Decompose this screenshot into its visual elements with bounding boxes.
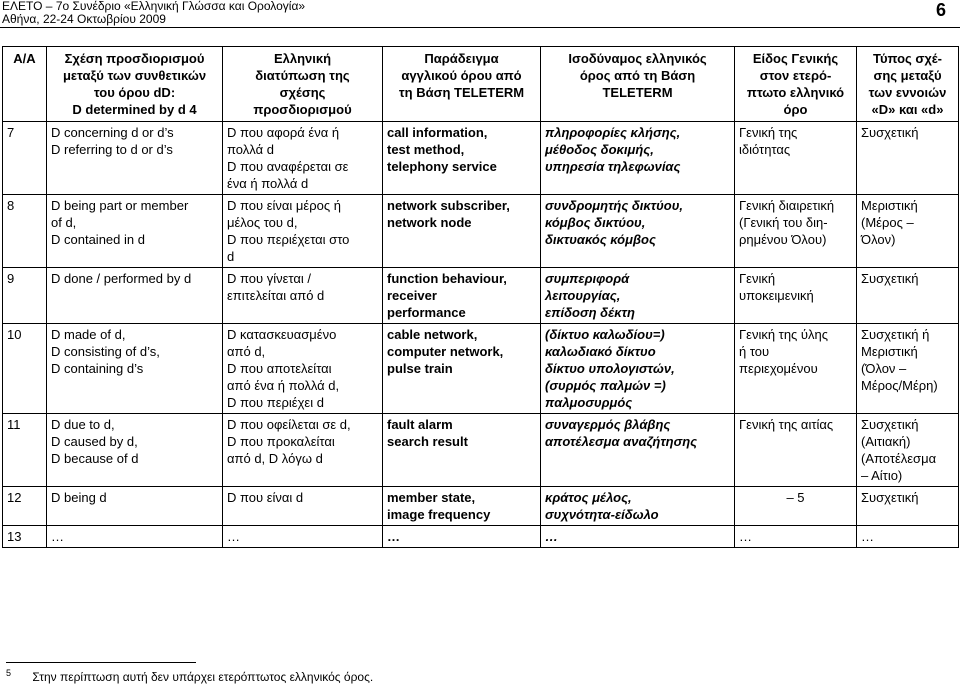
cell-line: συναγερμός βλάβης xyxy=(545,417,671,432)
cell-line: D που αποτελείται xyxy=(227,361,332,376)
cell-equivalent xyxy=(541,487,735,526)
cell-line: – Αίτιο) xyxy=(861,468,903,483)
cell-line: Μεριστική xyxy=(861,344,918,359)
header-line: τη Βάση TELETERM xyxy=(398,85,525,100)
cell-line: – 5 xyxy=(786,490,805,505)
header-line: προσδιορισμού xyxy=(253,102,352,117)
cell-type xyxy=(857,268,959,324)
cell-genitive xyxy=(735,122,857,195)
cell-line: (δίκτυο καλωδίου=) xyxy=(545,327,665,342)
cell-line: Συσχετική xyxy=(861,490,919,505)
table-row xyxy=(3,487,959,526)
cell-line: (Γενική του διη- xyxy=(739,215,828,230)
cell-equivalent xyxy=(541,195,735,268)
cell-relation xyxy=(47,526,223,548)
cell-line: (Αιτιακή) xyxy=(861,434,911,449)
conference-title: ΕΛΕΤΟ – 7ο Συνέδριο «Ελληνική Γλώσσα και Ορολογία» xyxy=(2,0,306,13)
cell-genitive xyxy=(735,526,857,548)
cell-genitive xyxy=(735,414,857,487)
cell-type xyxy=(857,414,959,487)
cell-line: d xyxy=(227,249,235,264)
cell-line: υπηρεσία τηλεφωνίας xyxy=(545,159,681,174)
cell-line: (Αποτέλεσμα xyxy=(861,451,937,466)
cell-line: λειτουργίας, xyxy=(545,288,621,303)
cell-line: Συσχετική xyxy=(861,271,919,286)
footnote-text: Στην περίπτωση αυτή δεν υπάρχει ετερόπτωτος ελληνικός όρος. xyxy=(32,670,374,684)
cell-line: D που είναι μέρος ή xyxy=(227,198,341,213)
cell-greek xyxy=(223,414,383,487)
cell-line: search result xyxy=(387,434,468,449)
cell-line: telephony service xyxy=(387,159,497,174)
col-header-aa: Α/Α xyxy=(3,47,47,122)
header-line: όρο xyxy=(783,102,808,117)
cell-english xyxy=(383,487,541,526)
cell-line: receiver xyxy=(387,288,437,303)
cell-number: 13 xyxy=(3,526,47,548)
cell-english xyxy=(383,414,541,487)
header-line: στον ετερό- xyxy=(759,68,832,83)
cell-line: συχνότητα-είδωλο xyxy=(545,507,659,522)
footnote-mark: 5 xyxy=(6,668,12,678)
cell-english xyxy=(383,195,541,268)
cell-line: πολλά d xyxy=(227,142,274,157)
page-header xyxy=(0,0,960,28)
table-header-row xyxy=(3,47,959,122)
cell-number: 8 xyxy=(3,195,47,268)
cell-genitive xyxy=(735,268,857,324)
cell-greek xyxy=(223,195,383,268)
cell-genitive xyxy=(735,195,857,268)
cell-line: D που αφορά ένα ή xyxy=(227,125,340,140)
cell-line: D done / performed by d xyxy=(51,271,192,286)
header-line: του όρου dD: xyxy=(93,85,176,100)
cell-line: … xyxy=(387,529,400,544)
cell-line: Γενική της ύλης xyxy=(739,327,829,342)
page-number: 6 xyxy=(935,0,946,20)
cell-line: D referring to d or d’s xyxy=(51,142,173,157)
table-row xyxy=(3,195,959,268)
cell-equivalent xyxy=(541,526,735,548)
header-line: διατύπωση της xyxy=(255,68,350,83)
cell-line: συνδρομητής δικτύου, xyxy=(545,198,683,213)
cell-line: D κατασκευασμένο xyxy=(227,327,337,342)
cell-line: δίκτυο υπολογιστών, xyxy=(545,361,675,376)
cell-greek xyxy=(223,526,383,548)
cell-relation xyxy=(47,487,223,526)
cell-line: network node xyxy=(387,215,472,230)
col-header-genitive xyxy=(735,47,857,122)
cell-line: από d, xyxy=(227,344,266,359)
header-line: όρος από τη Βάση xyxy=(579,68,696,83)
conference-date: Αθήνα, 22-24 Οκτωβρίου 2009 xyxy=(2,12,166,26)
cell-greek xyxy=(223,324,383,414)
cell-line: επίδοση δέκτη xyxy=(545,305,635,320)
cell-line: μέλος του d, xyxy=(227,215,298,230)
cell-relation xyxy=(47,324,223,414)
cell-line: παλμοσυρμός xyxy=(545,395,633,410)
cell-genitive xyxy=(735,487,857,526)
cell-line: Συσχετική xyxy=(861,417,919,432)
cell-line: … xyxy=(227,529,240,544)
cell-type xyxy=(857,526,959,548)
table-row xyxy=(3,324,959,414)
cell-line: image frequency xyxy=(387,507,491,522)
cell-type xyxy=(857,324,959,414)
header-line: αγγλικού όρου από xyxy=(401,68,522,83)
header-line: Παράδειγμα xyxy=(424,51,499,66)
cell-line: pulse train xyxy=(387,361,453,376)
header-line: Ελληνική xyxy=(273,51,332,66)
header-line: Σχέση προσδιορισμού xyxy=(64,51,205,66)
cell-line: από d, D λόγω d xyxy=(227,451,323,466)
cell-line: υποκειμενική xyxy=(739,288,814,303)
header-line: σης μεταξύ xyxy=(873,68,942,83)
col-header-greek xyxy=(223,47,383,122)
cell-line: ρημένου Όλου) xyxy=(739,232,827,247)
cell-line: (Όλον – xyxy=(861,361,907,376)
cell-line: Μεριστική xyxy=(861,198,918,213)
cell-line: D made of d, xyxy=(51,327,126,342)
table-row xyxy=(3,122,959,195)
cell-relation xyxy=(47,195,223,268)
cell-number: 12 xyxy=(3,487,47,526)
cell-line: D που προκαλείται xyxy=(227,434,335,449)
col-header-type xyxy=(857,47,959,122)
cell-equivalent xyxy=(541,268,735,324)
footnote xyxy=(6,668,373,684)
cell-line: of d, xyxy=(51,215,77,230)
cell-greek xyxy=(223,122,383,195)
cell-line: ή του xyxy=(739,344,770,359)
col-header-english xyxy=(383,47,541,122)
cell-line: κράτος μέλος, xyxy=(545,490,632,505)
header-text xyxy=(2,0,305,26)
cell-line: computer network, xyxy=(387,344,504,359)
cell-genitive xyxy=(735,324,857,414)
cell-line: Συσχετική ή xyxy=(861,327,930,342)
cell-line: D being d xyxy=(51,490,107,505)
header-line: Είδος Γενικής xyxy=(752,51,839,66)
cell-equivalent xyxy=(541,324,735,414)
cell-equivalent xyxy=(541,414,735,487)
cell-line: D containing d’s xyxy=(51,361,144,376)
cell-line: πληροφορίες κλήσης, xyxy=(545,125,681,140)
cell-line: D που οφείλεται σε d, xyxy=(227,417,351,432)
cell-line: ιδιότητας xyxy=(739,142,791,157)
cell-line: function behaviour, xyxy=(387,271,507,286)
cell-line: … xyxy=(861,529,874,544)
header-line: D determined by d 4 xyxy=(72,102,197,117)
cell-line: test method, xyxy=(387,142,465,157)
cell-type xyxy=(857,195,959,268)
cell-line: network subscriber, xyxy=(387,198,510,213)
cell-english xyxy=(383,122,541,195)
cell-type xyxy=(857,122,959,195)
cell-line: Γενική της αιτίας xyxy=(739,417,834,432)
cell-line: D consisting of d’s, xyxy=(51,344,160,359)
cell-line: … xyxy=(51,529,64,544)
cell-line: Μέρος/Μέρη) xyxy=(861,378,938,393)
cell-line: member state, xyxy=(387,490,476,505)
cell-line: μέθοδος δοκιμής, xyxy=(545,142,654,157)
cell-line: περιεχομένου xyxy=(739,361,818,376)
cell-greek xyxy=(223,268,383,324)
cell-line: D που γίνεται / xyxy=(227,271,311,286)
cell-type xyxy=(857,487,959,526)
cell-line: Γενική διαιρετική xyxy=(739,198,835,213)
cell-line: δικτυακός κόμβος xyxy=(545,232,656,247)
cell-line: Γενική xyxy=(739,271,776,286)
table-row xyxy=(3,414,959,487)
col-header-equivalent xyxy=(541,47,735,122)
col-header-relation xyxy=(47,47,223,122)
table-row xyxy=(3,268,959,324)
cell-line: D contained in d xyxy=(51,232,145,247)
cell-line: ένα ή πολλά d xyxy=(227,176,309,191)
cell-line: D caused by d, xyxy=(51,434,138,449)
cell-line: performance xyxy=(387,305,466,320)
cell-line: D που περιέχεται στο xyxy=(227,232,350,247)
header-line: «D» και «d» xyxy=(871,102,944,117)
cell-line: (συρμός παλμών =) xyxy=(545,378,666,393)
header-line: μεταξύ των συνθετικών xyxy=(62,68,207,83)
cell-line: … xyxy=(739,529,752,544)
cell-line: cable network, xyxy=(387,327,478,342)
cell-line: συμπεριφορά xyxy=(545,271,630,286)
table-row xyxy=(3,526,959,548)
cell-line: αποτέλεσμα αναζήτησης xyxy=(545,434,698,449)
cell-line: D due to d, xyxy=(51,417,115,432)
cell-english xyxy=(383,526,541,548)
cell-english xyxy=(383,324,541,414)
relations-table xyxy=(2,46,959,548)
header-line: των εννοιών xyxy=(868,85,947,100)
cell-number: 9 xyxy=(3,268,47,324)
cell-line: D being part or member xyxy=(51,198,189,213)
cell-line: D concerning d or d’s xyxy=(51,125,174,140)
header-line: Τύπος σχέ- xyxy=(872,51,943,66)
cell-line: καλωδιακό δίκτυο xyxy=(545,344,656,359)
header-line: TELETERM xyxy=(602,85,673,100)
cell-number: 10 xyxy=(3,324,47,414)
cell-line: D που είναι d xyxy=(227,490,304,505)
cell-line: κόμβος δικτύου, xyxy=(545,215,646,230)
cell-equivalent xyxy=(541,122,735,195)
cell-line: D because of d xyxy=(51,451,139,466)
header-line: πτωτο ελληνικό xyxy=(746,85,845,100)
cell-line: Όλον) xyxy=(861,232,896,247)
cell-number: 7 xyxy=(3,122,47,195)
cell-line: (Μέρος – xyxy=(861,215,914,230)
cell-relation xyxy=(47,414,223,487)
cell-line: … xyxy=(545,529,558,544)
header-line: σχέσης xyxy=(279,85,326,100)
cell-line: επιτελείται από d xyxy=(227,288,325,303)
cell-line: fault alarm xyxy=(387,417,453,432)
footnote-divider xyxy=(6,662,196,663)
cell-number: 11 xyxy=(3,414,47,487)
cell-greek xyxy=(223,487,383,526)
header-divider xyxy=(0,27,960,28)
header-line: Ισοδύναμος ελληνικός xyxy=(568,51,707,66)
cell-english xyxy=(383,268,541,324)
cell-relation xyxy=(47,122,223,195)
cell-relation xyxy=(47,268,223,324)
cell-line: από ένα ή πολλά d, xyxy=(227,378,340,393)
cell-line: Συσχετική xyxy=(861,125,919,140)
cell-line: Γενική της xyxy=(739,125,798,140)
cell-line: call information, xyxy=(387,125,488,140)
cell-line: D που περιέχει d xyxy=(227,395,324,410)
cell-line: D που αναφέρεται σε xyxy=(227,159,349,174)
